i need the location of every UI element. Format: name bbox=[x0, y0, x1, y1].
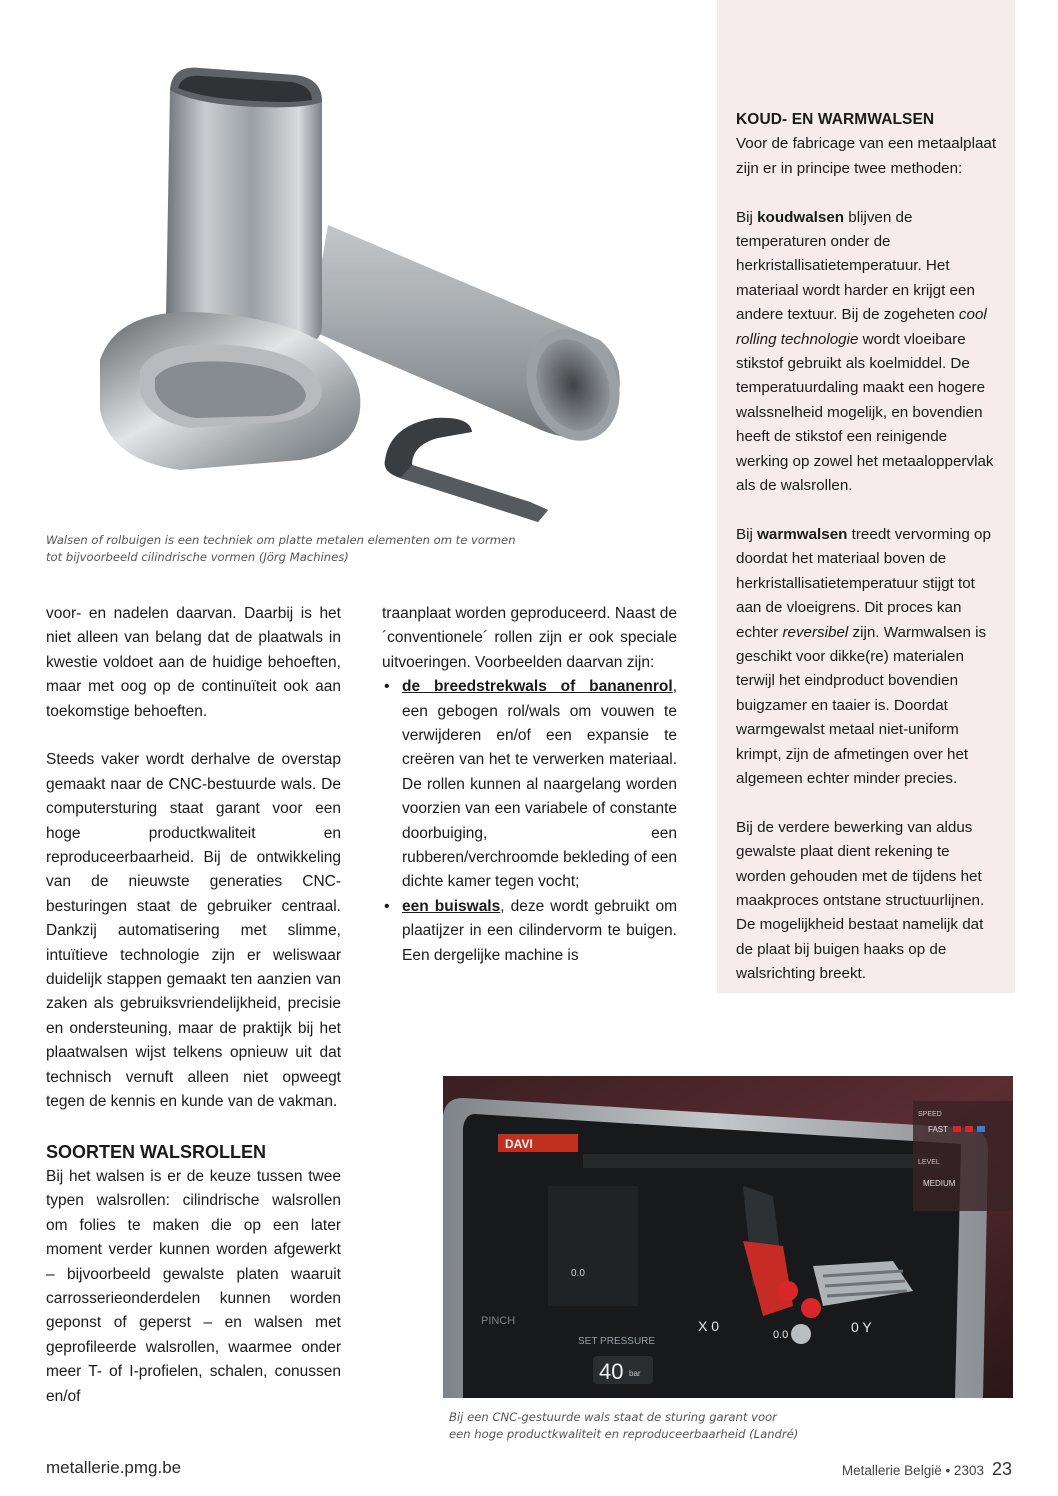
column-2 bbox=[382, 602, 677, 968]
sidebar-title: KOUD- EN WARMWALSEN bbox=[736, 111, 935, 128]
text-span: wordt vloeibare stikstof gebruikt als koelmiddel. De temperatuurdaling maakt een hogere walssnelheid mogelijk, en bovendien heeft de stikstof een reinigende werking op zowel het metaaloppervlak als de walsrollen. bbox=[736, 330, 994, 495]
z-readout: 0.0 bbox=[773, 1329, 789, 1341]
sidebar-content bbox=[736, 108, 998, 1011]
medium-label: MEDIUM bbox=[923, 1179, 956, 1188]
text-span: Bij bbox=[736, 208, 758, 226]
section-heading: SOORTEN WALSROLLEN bbox=[46, 1141, 266, 1162]
sidebar-last-paragraph: Bij de verdere bewerking van aldus gewalste plaat dient rekening te worden gehouden met de tijdens het maakproces ontstane structuurlijnen. De mogelijkheid bestaat namelijk dat de plaat bij buigen haaks op de walsrichting breekt. bbox=[736, 818, 985, 983]
caption-line: tot bijvoorbeeld cilindrische vormen (Jörg Machines) bbox=[46, 550, 349, 564]
cnc-control-screen-image bbox=[443, 1076, 1013, 1398]
term-breedstrekwals: de breedstrekwals of bananenrol bbox=[402, 678, 673, 696]
brand-label: DAVI bbox=[505, 1137, 533, 1151]
metal-tubes-image bbox=[60, 40, 650, 530]
term-koudwalsen: koudwalsen bbox=[757, 208, 845, 226]
footer-info bbox=[842, 1459, 1012, 1480]
hero-caption bbox=[46, 532, 526, 566]
page-number: 23 bbox=[991, 1459, 1012, 1479]
italic-term: cool rolling technologie bbox=[736, 306, 987, 348]
text-span: blijven de temperaturen onder de herkristallisatietemperatuur. Het materiaal wordt harder en krijgt een andere textuur. Bij de zogeheten bbox=[736, 208, 975, 324]
list-item bbox=[382, 675, 677, 895]
pinch-label: PINCH bbox=[481, 1315, 516, 1327]
column-1 bbox=[46, 602, 341, 1433]
fast-label: FAST bbox=[928, 1125, 949, 1134]
speed-label: SPEED bbox=[918, 1111, 942, 1118]
left-value: 0.0 bbox=[571, 1268, 585, 1279]
caption-line: Bij een CNC-gestuurde wals staat de sturing garant voor bbox=[449, 1410, 777, 1424]
y-readout: 0 Y bbox=[851, 1319, 872, 1335]
italic-term: reversibel bbox=[782, 623, 849, 641]
list-item bbox=[382, 895, 677, 968]
pressure-value: 40 bbox=[599, 1359, 624, 1384]
website-link[interactable]: metallerie.pmg.be bbox=[46, 1458, 182, 1477]
sidebar-intro: Voor de fabricage van een metaalplaat zijn er in principe twee methoden: bbox=[736, 135, 997, 177]
text-span: zijn. Warmwalsen is geschikt voor dikke(re) materialen terwijl het eindproduct bovendien buigzamer en taaier is. Doordat warmgewalst metaal niet-uniform krimpt, zijn de afmetingen over het algemeen echter minder precies. bbox=[736, 623, 987, 787]
set-pressure-label: SET PRESSURE bbox=[578, 1336, 656, 1347]
sidebar-box bbox=[717, 0, 1015, 993]
text-span: Bij bbox=[736, 525, 758, 543]
caption-line: een hoge productkwaliteit en reproduceerbaarheid (Landré) bbox=[449, 1427, 799, 1441]
magazine-issue: Metallerie België • 2303 bbox=[841, 1463, 984, 1478]
caption-line: Walsen of rolbuigen is een techniek om platte metalen elementen om te vormen bbox=[46, 533, 516, 547]
bullet-list bbox=[382, 675, 677, 968]
text-span: treedt vervorming op doordat het materiaal boven de herkristallisatietemperatuur stijgt tot aan de vloeigrens. Dit proces kan echter bbox=[736, 525, 991, 641]
paragraph: traanplaat worden geproduceerd. Naast de ´conventionele´ rollen zijn er ook speciale uitvoeringen. Voorbeelden daarvan zijn: bbox=[382, 605, 677, 671]
paragraph: voor- en nadelen daarvan. Daarbij is het niet alleen van belang dat de plaatwals in kwestie voldoet aan de huidige behoeften, maar met oog op de continuïteit ook aan toekomstige behoeften. bbox=[46, 605, 341, 720]
text-span: , een gebogen rol/wals om vouwen te verwijderen en/of een expansie te creëren van het te verwerken materiaal. De rollen kunnen al naargelang worden voorzien van een variabele of constante doorbuiging, een rubberen/verchroomde bekleding of een dichte kamer tegen vocht; bbox=[402, 678, 677, 891]
x-readout: X 0 bbox=[698, 1318, 720, 1334]
term-warmwalsen: warmwalsen bbox=[757, 525, 848, 543]
photo-caption bbox=[449, 1409, 869, 1443]
sidebar-cold-paragraph bbox=[736, 206, 998, 499]
paragraph: Bij het walsen is er de keuze tussen twee typen walsrollen: cilindrische walsrollen om folies te maken die op een later moment verder kunnen worden afgewerkt – bijvoorbeeld gewalste platen waaruit carrosserieonderdelen kunnen worden geponst of geperst – en walsen met geprofileerde walsrollen, waarmee onder meer T- of I-profielen, schalen, conussen en/of bbox=[46, 1167, 341, 1405]
pressure-unit: bar bbox=[629, 1369, 641, 1378]
term-buiswals: een buiswals bbox=[402, 897, 501, 915]
level-label: LEVEL bbox=[918, 1159, 940, 1166]
paragraph: Steeds vaker wordt derhalve de overstap gemaakt naar de CNC-bestuurde wals. De computersturing staat garant voor een hoge productkwaliteit en reproduceerbaarheid. Bij de ontwikkeling van de nieuwste generaties CNC-besturingen staat de gebruiker centraal. Dankzij automatisering met slimme, intuïtieve technologie zijn er weliswaar duidelijk stappen gemaakt ten aanzien van zaken als gebruiksvriendelijkheid, precisie en ondersteuning, maar de praktijk bij het plaatwalsen wijst telkens opnieuw uit dat technisch vernuft alleen niet opweegt tegen de kennis en kunde van de vakman. bbox=[46, 751, 341, 1111]
text-span: , deze wordt gebruikt om plaatijzer in een cilindervorm te buigen. Een dergelijke machine is bbox=[402, 897, 677, 964]
sidebar-warm-paragraph bbox=[736, 523, 998, 791]
